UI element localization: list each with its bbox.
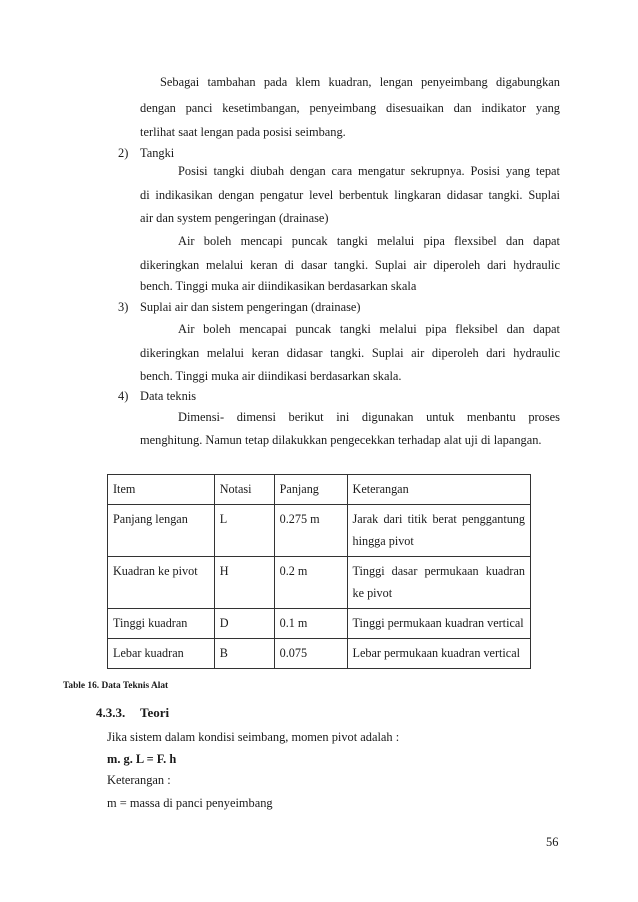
- paragraph-line: bench. Tinggi muka air diindikasi berdasarkan skala.: [140, 369, 402, 383]
- cell-item: Kuadran ke pivot: [108, 557, 215, 609]
- list-number: 2): [118, 146, 129, 160]
- cell-notasi: L: [214, 505, 274, 557]
- keterangan-text: Jarak dari titik berat penggantung hingga pivot: [352, 512, 525, 548]
- cell-panjang: 0.1 m: [274, 609, 347, 639]
- cell-notasi: B: [214, 639, 274, 669]
- paragraph-line: bench. Tinggi muka air diindikasikan berdasarkan skala: [140, 279, 417, 293]
- column-header: Item: [108, 475, 215, 505]
- table-caption: Table 16. Data Teknis Alat: [63, 681, 169, 691]
- cell-keterangan: [347, 639, 530, 669]
- paragraph-line: dikeringkan melalui keran di dasar tangki. Suplai air diperoleh dari hydraulic: [140, 258, 560, 272]
- paragraph-line: Keterangan :: [107, 773, 171, 787]
- keterangan-text: Tinggi dasar permukaan kuadran ke pivot: [352, 564, 525, 600]
- keterangan-text: Lebar permukaan kuadran vertical: [352, 646, 521, 660]
- paragraph-line: Air boleh mencapai puncak tangki melalui pipa fleksibel dan dapat: [178, 322, 560, 336]
- paragraph-line: Posisi tangki diubah dengan cara mengatur sekrupnya. Posisi yang tepat: [178, 164, 560, 178]
- paragraph-line: menghitung. Namun tetap dilakukkan pengecekkan terhadap alat uji di lapangan.: [140, 433, 542, 447]
- paragraph-line: Sebagai tambahan pada klem kuadran, lengan penyeimbang digabungkan: [160, 75, 560, 89]
- section-number: 4.3.3.: [96, 705, 126, 720]
- table-row: [108, 557, 531, 609]
- page-number: 56: [546, 835, 559, 849]
- table-header-row: [108, 475, 531, 505]
- paragraph-line: Dimensi- dimensi berikut ini digunakan untuk menbantu proses: [178, 410, 560, 424]
- paragraph-line: Air boleh mencapi puncak tangki melalui pipa flexsibel dan dapat: [178, 234, 560, 248]
- section-title: Teori: [140, 705, 170, 720]
- cell-item: Tinggi kuadran: [108, 609, 215, 639]
- column-header: Notasi: [214, 475, 274, 505]
- paragraph-line: m = massa di panci penyeimbang: [107, 796, 273, 810]
- list-item-title: Suplai air dan sistem pengeringan (drainase): [140, 300, 361, 314]
- paragraph-line: Jika sistem dalam kondisi seimbang, momen pivot adalah :: [107, 730, 400, 744]
- paragraph-line: di indikasikan dengan pengatur level berbentuk lingkaran didasar tangki. Suplai: [140, 188, 560, 202]
- table-row: [108, 505, 531, 557]
- paragraph-line: dikeringkan melalui keran didasar tangki. Suplai air diperoleh dari hydraulic: [140, 346, 560, 360]
- paragraph-line: air dan system pengeringan (drainase): [140, 211, 329, 225]
- cell-panjang: 0.075: [274, 639, 347, 669]
- paragraph-line: terlihat saat lengan pada posisi seimbang.: [140, 125, 346, 139]
- cell-keterangan: [347, 505, 530, 557]
- list-number: 3): [118, 300, 129, 314]
- cell-keterangan: [347, 557, 530, 609]
- cell-panjang: 0.2 m: [274, 557, 347, 609]
- technical-data-table: [107, 474, 531, 669]
- keterangan-text: Tinggi permukaan kuadran vertical: [352, 616, 524, 630]
- cell-notasi: D: [214, 609, 274, 639]
- cell-panjang: 0.275 m: [274, 505, 347, 557]
- table-row: [108, 639, 531, 669]
- cell-keterangan: [347, 609, 530, 639]
- column-header: Keterangan: [347, 475, 530, 505]
- table-row: [108, 609, 531, 639]
- formula: m. g. L = F. h: [107, 752, 177, 766]
- list-item-title: Data teknis: [140, 389, 197, 403]
- list-item-title: Tangki: [140, 146, 175, 160]
- cell-notasi: H: [214, 557, 274, 609]
- paragraph-line: dengan panci kesetimbangan, penyeimbang disesuaikan dan indikator yang: [140, 101, 560, 115]
- column-header: Panjang: [274, 475, 347, 505]
- list-number: 4): [118, 389, 129, 403]
- cell-item: Lebar kuadran: [108, 639, 215, 669]
- cell-item: Panjang lengan: [108, 505, 215, 557]
